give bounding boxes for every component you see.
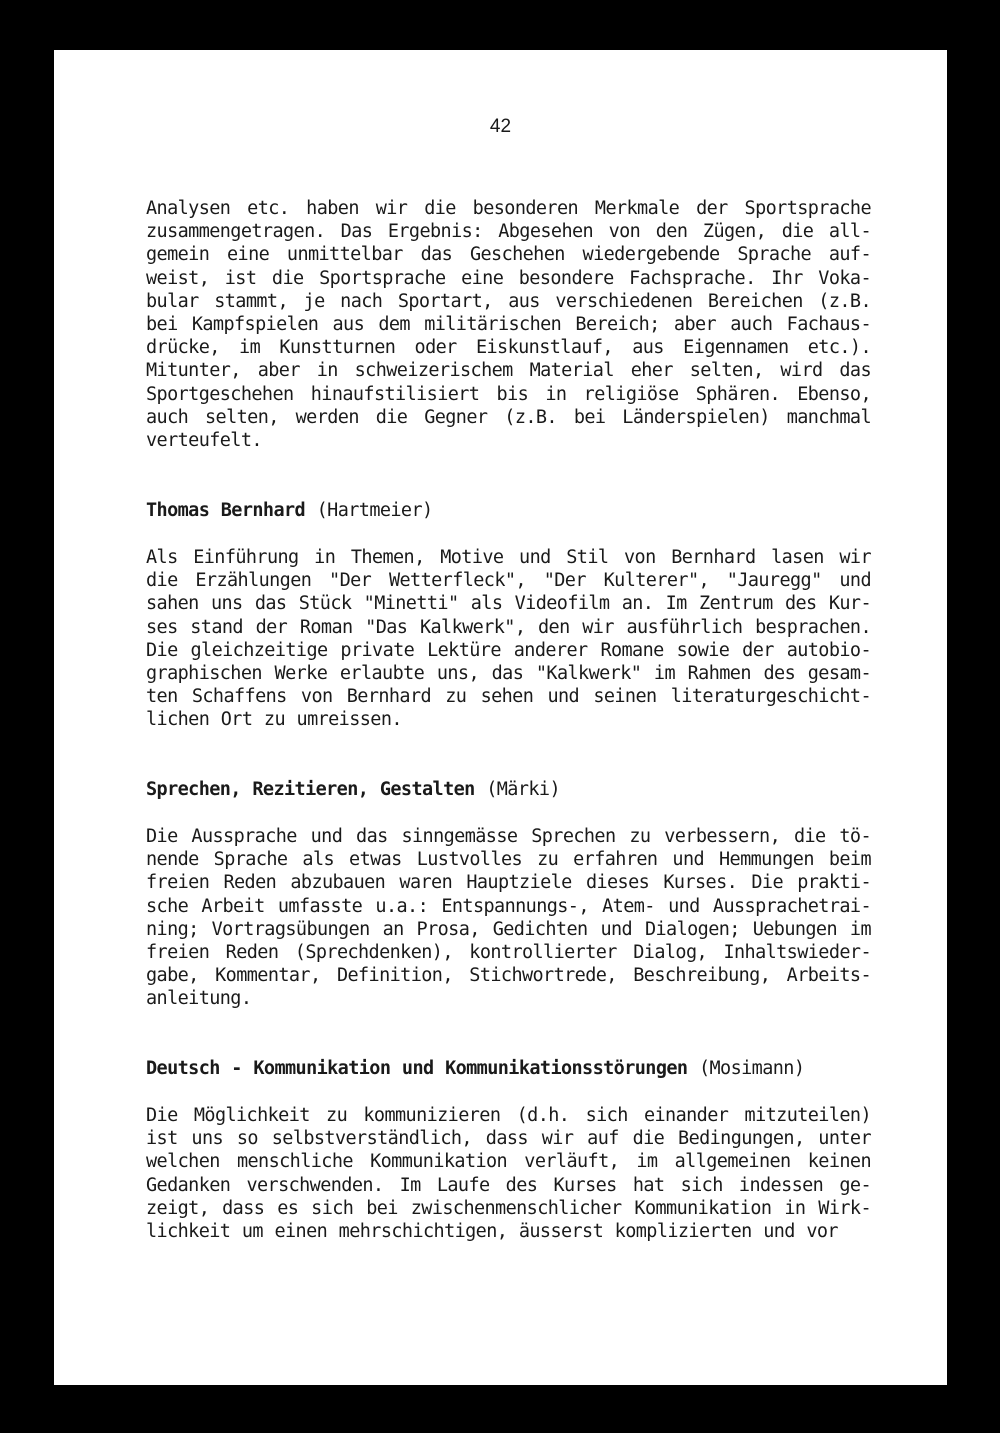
text-line: Mitunter, aber in schweizerischem Material eher selten, wird das bbox=[146, 360, 871, 382]
text-line: die Erzählungen "Der Wetterfleck", "Der Kulterer", "Jauregg" und bbox=[146, 570, 871, 592]
text-line: ten Schaffens von Bernhard zu sehen und seinen literaturgeschicht- bbox=[146, 686, 871, 708]
text-line: anleitung. bbox=[146, 988, 252, 1010]
text-line: zusammengetragen. Das Ergebnis: Abgesehen von den Zügen, die all- bbox=[146, 221, 871, 243]
heading-title: Sprechen, Rezitieren, Gestalten bbox=[146, 779, 475, 800]
heading-thomas-bernhard bbox=[146, 499, 433, 523]
heading-title: Thomas Bernhard bbox=[146, 500, 306, 521]
text-line: ning; Vortragsübungen an Prosa, Gedichten und Dialogen; Uebungen im bbox=[146, 918, 871, 940]
text-line: bular stammt, je nach Sportart, aus verschiedenen Bereichen (z.B. bbox=[146, 290, 871, 312]
paragraph-deutsch-kommunikation bbox=[146, 1104, 871, 1243]
text-line: welchen menschliche Kommunikation verläuft, im allgemeinen keinen bbox=[146, 1151, 871, 1173]
text-line: gemein eine unmittelbar das Geschehen wiedergebende Sprache auf- bbox=[146, 244, 871, 266]
paragraph-thomas-bernhard bbox=[146, 546, 871, 732]
text-line: bei Kampfspielen aus dem militärischen Bereich; aber auch Fachaus- bbox=[146, 313, 871, 335]
text-line: Als Einführung in Themen, Motive und Stil von Bernhard lasen wir bbox=[146, 547, 871, 568]
heading-author: (Mosimann) bbox=[698, 1058, 805, 1079]
text-line: freien Reden abzubauen waren Hauptziele dieses Kurses. Die prakti- bbox=[146, 872, 871, 894]
paragraph-sportsprache bbox=[146, 197, 871, 452]
text-line: lichkeit um einen mehrschichtigen, äusserst komplizierten und vor bbox=[146, 1220, 838, 1242]
text-line: ist uns so selbstverständlich, dass wir auf die Bedingungen, unter bbox=[146, 1128, 871, 1150]
text-line: verteufelt. bbox=[146, 429, 262, 451]
heading-title: Deutsch - Kommunikation und Kommunikationsstörungen bbox=[146, 1058, 688, 1079]
text-line: drücke, im Kunstturnen oder Eiskunstlauf, aus Eigennamen etc.). bbox=[146, 337, 871, 359]
text-line: Sportgeschehen hinaufstilisiert bis in religiöse Sphären. Ebenso, bbox=[146, 383, 871, 405]
text-line: nende Sprache als etwas Lustvolles zu erfahren und Hemmungen beim bbox=[146, 849, 871, 871]
text-line: weist, ist die Sportsprache eine besondere Fachsprache. Ihr Voka- bbox=[146, 267, 871, 289]
text-line: lichen Ort zu umreissen. bbox=[146, 709, 402, 731]
heading-author: (Märki) bbox=[486, 779, 561, 800]
text-line: sahen uns das Stück "Minetti" als Videofilm an. Im Zentrum des Kur- bbox=[146, 593, 871, 615]
document-page bbox=[54, 50, 947, 1385]
text-line: graphischen Werke erlaubte uns, das "Kalkwerk" im Rahmen des gesam- bbox=[146, 662, 871, 684]
text-line: Die gleichzeitige private Lektüre anderer Romane sowie der autobio- bbox=[146, 639, 871, 661]
text-line: ses stand der Roman "Das Kalkwerk", den wir ausführlich besprachen. bbox=[146, 616, 871, 638]
heading-deutsch-kommunikation bbox=[146, 1057, 804, 1081]
text-line: Gedanken verschwenden. Im Laufe des Kurses hat sich indessen ge- bbox=[146, 1174, 871, 1196]
text-line: zeigt, dass es sich bei zwischenmenschlicher Kommunikation in Wirk- bbox=[146, 1197, 871, 1219]
heading-author: (Hartmeier) bbox=[316, 500, 433, 521]
text-line: Die Aussprache und das sinngemässe Sprechen zu verbessern, die tö- bbox=[146, 826, 871, 847]
page-number: 42 bbox=[489, 116, 512, 137]
text-line: freien Reden (Sprechdenken), kontrollierter Dialog, Inhaltswieder- bbox=[146, 941, 871, 963]
text-line: Die Möglichkeit zu kommunizieren (d.h. sich einander mitzuteilen) bbox=[146, 1105, 871, 1126]
text-line: gabe, Kommentar, Definition, Stichwortrede, Beschreibung, Arbeits- bbox=[146, 965, 871, 987]
paragraph-sprechen bbox=[146, 825, 871, 1011]
text-line: auch selten, werden die Gegner (z.B. bei Länderspielen) manchmal bbox=[146, 406, 871, 428]
heading-sprechen bbox=[146, 778, 560, 802]
text-line: sche Arbeit umfasste u.a.: Entspannungs-, Atem- und Aussprachetrai- bbox=[146, 895, 871, 917]
text-line: Analysen etc. haben wir die besonderen Merkmale der Sportsprache bbox=[146, 198, 871, 219]
